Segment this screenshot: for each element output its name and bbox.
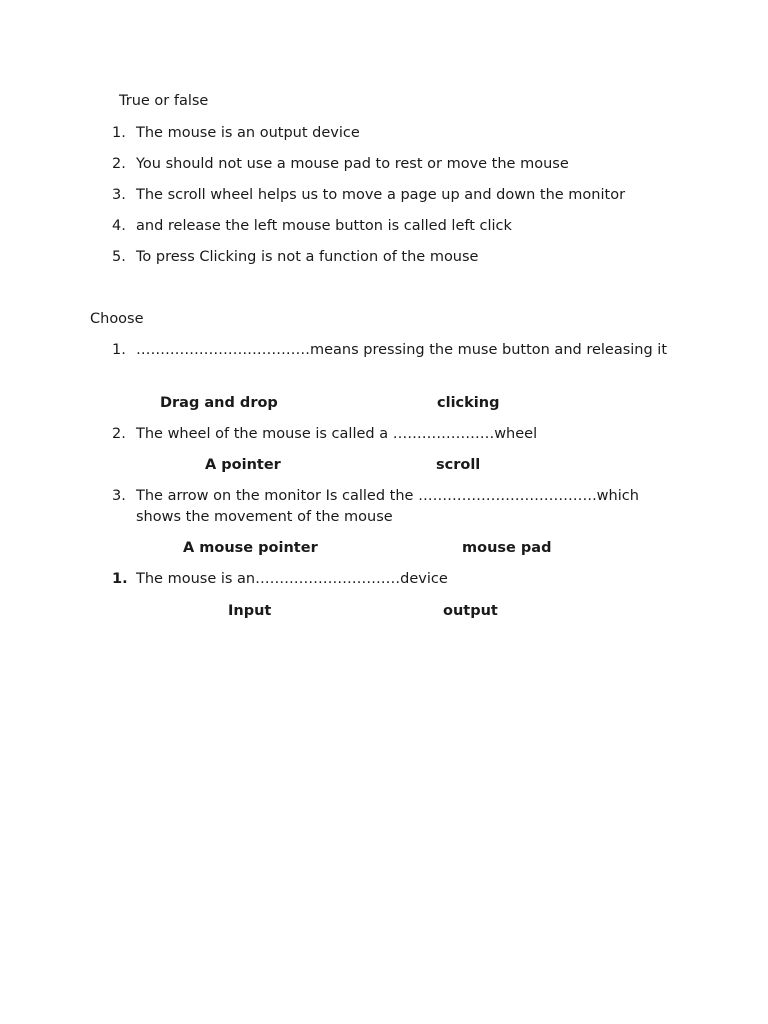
choose-option: output xyxy=(443,603,498,619)
question-text: The arrow on the monitor Is called the ……………………………….which shows the movement of the mouse xyxy=(136,488,639,525)
item-number: 5. xyxy=(112,249,126,265)
choose-heading: Choose xyxy=(90,311,144,327)
question-text: The wheel of the mouse is called a …………………wheel xyxy=(136,426,538,442)
item-text: The scroll wheel helps us to move a page up and down the monitor xyxy=(136,187,626,203)
item-text: and release the left mouse button is called left click xyxy=(136,218,512,234)
choose-option: A mouse pointer xyxy=(183,540,318,556)
item-number: 3. xyxy=(112,187,126,203)
item-text: To press Clicking is not a function of the mouse xyxy=(136,249,479,265)
question-number: 2. xyxy=(112,426,126,442)
question-text: The mouse is an…………………………device xyxy=(136,571,448,587)
item-number: 1. xyxy=(112,125,126,141)
choose-option: Drag and drop xyxy=(160,395,278,411)
item-text: The mouse is an output device xyxy=(136,125,360,141)
question-number: 3. xyxy=(112,488,126,504)
true-false-heading: True or false xyxy=(119,93,209,109)
item-number: 4. xyxy=(112,218,126,234)
item-number: 2. xyxy=(112,156,126,172)
choose-option: Input xyxy=(228,603,272,619)
question-text: ………………………………means pressing the muse button and releasing it xyxy=(136,342,668,358)
choose-option: mouse pad xyxy=(462,540,552,556)
choose-option: scroll xyxy=(436,457,481,473)
item-text: You should not use a mouse pad to rest or move the mouse xyxy=(136,156,569,172)
question-number: 1. xyxy=(112,571,128,587)
choose-option: A pointer xyxy=(205,457,281,473)
question-number: 1. xyxy=(112,342,126,358)
choose-option: clicking xyxy=(437,395,500,411)
